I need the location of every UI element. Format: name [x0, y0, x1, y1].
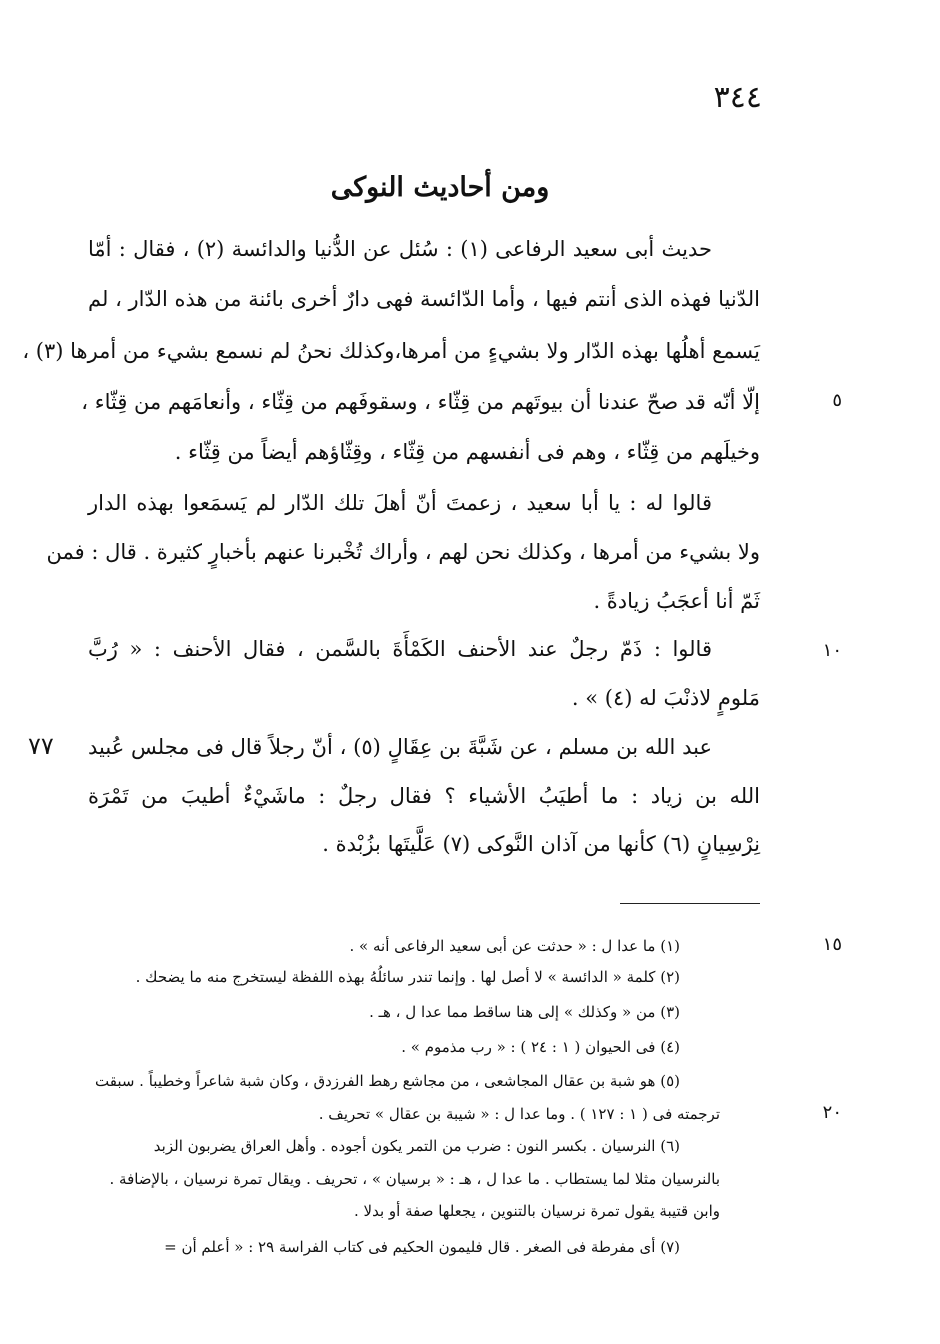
- footnote-line: (١) ما عدا ل : « حدثت عن أبى سعيد الرفاعى أنه » .: [349, 937, 680, 955]
- footnote-line: (٣) من « وكذلك » إلى هنا ساقط مما عدا ل ، هـ .: [369, 1003, 680, 1021]
- line-number-marker: ٥: [832, 390, 842, 411]
- body-line: إلّا أنّه قد صحّ عندنا أن بيوتَهم من قِثّاء ، وسقوفَهم من قِثّاء ، وأنعامَهم من قِثّاء ،: [81, 390, 760, 414]
- footnote-line: (٥) هو شبة بن عقال المجاشعى ، من مجاشع رهط الفرزدق ، وكان شبة شاعراً وخطيباً . سبقت: [95, 1072, 680, 1090]
- footnote-line: وابن قتيبة يقول تمرة نرسيان بالتنوين ، يجعلها صفة أو بدلا .: [353, 1202, 720, 1220]
- body-line: عبد الله بن مسلم ، عن شَبَّةَ بن عِقَالٍ (٥) ، أنّ رجلاً قال فى مجلس عُبيد: [88, 735, 712, 759]
- footnote-line: ترجمته فى ( ١ : ١٢٧ ) . وما عدا ل : « شيبة بن عقال » تحريف .: [318, 1105, 720, 1123]
- body-line: نِرْسِيانٍ (٦) كأنها من آذان النَّوكى (٧) عَلَّيتَها بزُبْدة .: [322, 832, 760, 856]
- line-number-marker: ٢٠: [822, 1102, 842, 1123]
- line-number-marker: ١٥: [822, 934, 842, 955]
- body-line: قالوا له : يا أبا سعيد ، زعمتَ أنّ أهلَ تلك الدّار لم يَسمَعوا بهذه الدار: [88, 491, 712, 515]
- footnote-line: (٤) فى الحيوان ( ١ : ٢٤ ) : « رب مذموم » .: [401, 1038, 680, 1056]
- body-line: وخيلَهم من قِثّاء ، وهم فى أنفسهم من قِثّاء ، وقِثّاؤهم أيضاً من قِثّاء .: [174, 440, 760, 464]
- footnote-line: (٢) كلمة « الدائسة » لا أصل لها . وإنما تندر سائلُهُ بهذه اللفظة ليستخرج منه ما يضحك .: [135, 968, 680, 986]
- footnote-line: بالنرسيان مثلا لما يستطاب . ما عدا ل ، هـ : « برسيان » ، تحريف . ويقال تمرة نرسيان ، بالإضافة .: [109, 1170, 720, 1188]
- body-line: قالوا : ذَمّ رجلٌ عند الأحنف الكَمْأَةَ بالسَّمن ، فقال الأحنف : « رُبَّ: [88, 637, 712, 661]
- margin-page-reference: ٧٧: [28, 732, 54, 760]
- body-line: يَسمع أهلُها بهذه الدّار ولا بشيءٍ من أمرها،وكذلك نحنُ لم نسمع بشيء من أمرها (٣) ،: [22, 339, 760, 363]
- line-number-marker: ١٠: [822, 640, 842, 661]
- body-line: حديث أبى سعيد الرفاعى (١) : سُئل عن الدُّنيا والدائسة (٢) ، فقال : أمّا: [88, 237, 712, 261]
- body-line: الله بن زياد : ما أطيَبُ الأشياء ؟ فقال رجلٌ : ماشَيْءٌ أطيبَ من تَمْرَة: [88, 784, 760, 808]
- footnote-line: (٧) أى مفرطة فى الصغر . قال فليمون الحكيم فى كتاب الفراسة ٢٩ : « أعلم أن =: [164, 1238, 680, 1256]
- footnote-line: (٦) النرسيان . بكسر النون : ضرب من التمر يكون أجوده . وأهل العراق يضربون الزبد: [153, 1137, 680, 1155]
- body-line: ثَمّ أنا أعجَبُ زيادةً .: [593, 589, 760, 613]
- body-line: مَلومٍ لاذنْبَ له (٤) » .: [571, 686, 760, 710]
- page-number: ٣٤٤: [713, 80, 762, 115]
- section-heading: ومن أحاديث النوكى: [330, 172, 550, 203]
- body-line: الدّنيا فهذه الذى أنتم فيها ، وأما الدّائسة فهى دارٌ أخرى بائنة من هذه الدّار ، لم: [88, 287, 760, 311]
- body-line: ولا بشيء من أمرها ، وكذلك نحن لهم ، وأراك تُخْبرنا عنهم بأخبارٍ كثيرة . قال : فمن: [46, 540, 760, 564]
- footnote-divider: [620, 903, 760, 904]
